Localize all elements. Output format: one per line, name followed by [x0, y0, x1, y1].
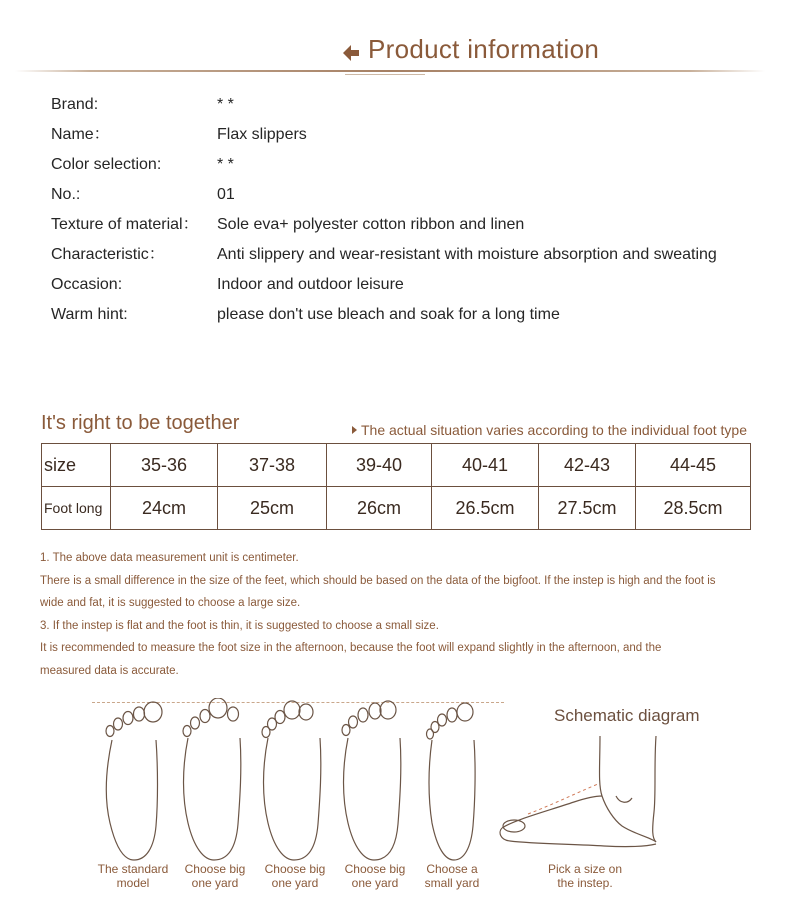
info-row-warm-hint	[51, 302, 781, 332]
row-label-foot-long: Foot long	[42, 487, 111, 530]
foot-slim-icon	[418, 698, 488, 863]
foot-caption	[255, 862, 335, 890]
schematic-title: Schematic diagram	[554, 706, 700, 725]
foot-caption-line: small yard	[424, 876, 480, 890]
length-cell: 26cm	[327, 487, 432, 530]
size-table	[41, 443, 751, 530]
info-key: Characteristic：	[51, 246, 165, 263]
foot-wide-icon	[338, 698, 408, 863]
foot-caption-line: The standard	[97, 862, 169, 876]
info-value: * *	[217, 156, 234, 173]
foot-caption-line: one yard	[191, 876, 239, 890]
info-row-number	[51, 182, 781, 212]
info-key: Name：	[51, 126, 110, 143]
schematic-caption-line: the instep.	[557, 876, 613, 890]
foot-caption	[335, 862, 415, 890]
note-line: wide and fat, it is suggested to choose a large size.	[40, 597, 301, 609]
foot-caption	[93, 862, 173, 890]
info-key: No.:	[51, 186, 81, 203]
size-cell: 42-43	[539, 444, 636, 487]
length-cell: 26.5cm	[432, 487, 539, 530]
info-value: * *	[217, 96, 234, 113]
info-value: Sole eva+ polyester cotton ribbon and linen	[217, 216, 525, 233]
info-row-characteristic	[51, 242, 781, 272]
length-cell: 27.5cm	[539, 487, 636, 530]
foot-standard-icon	[98, 698, 168, 863]
info-row-material	[51, 212, 781, 242]
info-key: Texture of material：	[51, 216, 199, 233]
size-cell: 35-36	[111, 444, 218, 487]
product-info-list	[51, 92, 781, 332]
length-cell: 25cm	[218, 487, 327, 530]
info-value: Flax slippers	[217, 126, 307, 143]
info-key: Color selection:	[51, 156, 162, 173]
foot-caption	[412, 862, 492, 890]
foot-caption-line: Choose big	[344, 862, 406, 876]
note-line: 3. If the instep is flat and the foot is thin, it is suggested to choose a small size.	[40, 619, 439, 632]
foot-caption-line: Choose a	[426, 862, 478, 876]
foot-caption-line: Choose big	[184, 862, 246, 876]
foot-caption-line: model	[116, 876, 150, 890]
info-value: Indoor and outdoor leisure	[217, 276, 404, 293]
info-value: Anti slippery and wear-resistant with moisture absorption and sweating	[217, 246, 717, 263]
foot-caption-line: one yard	[351, 876, 399, 890]
info-value: please don't use bleach and soak for a long time	[217, 306, 560, 323]
note-line: 1. The above data measurement unit is centimeter.	[40, 552, 299, 564]
info-key: Brand:	[51, 96, 99, 113]
foot-caption-line: Choose big	[264, 862, 326, 876]
arrow-left-icon	[340, 42, 362, 64]
schematic-caption-line: Pick a size on	[547, 862, 623, 876]
note-line: There is a small difference in the size of the feet, which should be based on the data of the bigfoot. If the instep is high and the foot is	[40, 574, 716, 587]
info-key: Warm hint:	[51, 306, 128, 323]
size-cell: 37-38	[218, 444, 327, 487]
note-line: measured data is accurate.	[40, 664, 179, 677]
foot-types-illustration	[92, 698, 512, 898]
length-cell: 28.5cm	[636, 487, 751, 530]
info-row-name	[51, 122, 781, 152]
note-line: It is recommended to measure the foot size in the afternoon, because the foot will expand slightly in the afternoon, and the	[40, 642, 662, 654]
section-header	[0, 30, 790, 80]
header-divider	[15, 70, 765, 72]
size-cell: 40-41	[432, 444, 539, 487]
foot-wide-icon	[258, 698, 328, 863]
size-cell: 44-45	[636, 444, 751, 487]
table-row-size	[42, 444, 751, 487]
size-note	[352, 422, 747, 438]
row-label-size: size	[42, 444, 111, 487]
triangle-bullet-icon	[352, 426, 357, 434]
size-heading: It's right to be together	[41, 412, 240, 434]
info-value: 01	[217, 186, 235, 203]
size-notes	[40, 547, 780, 682]
info-key: Occasion:	[51, 276, 123, 293]
foot-caption-line: one yard	[271, 876, 319, 890]
info-row-brand	[51, 92, 781, 122]
side-foot-icon	[494, 734, 664, 854]
size-cell: 39-40	[327, 444, 432, 487]
info-row-occasion	[51, 272, 781, 302]
schematic-caption	[540, 862, 630, 890]
header-underline	[345, 74, 425, 75]
info-row-color	[51, 152, 781, 182]
page-title: Product information	[368, 34, 600, 64]
length-cell: 24cm	[111, 487, 218, 530]
foot-wide-icon	[178, 698, 248, 863]
table-row-foot-long	[42, 487, 751, 530]
foot-caption	[175, 862, 255, 890]
size-note-text: The actual situation varies according to the individual foot type	[361, 422, 748, 438]
